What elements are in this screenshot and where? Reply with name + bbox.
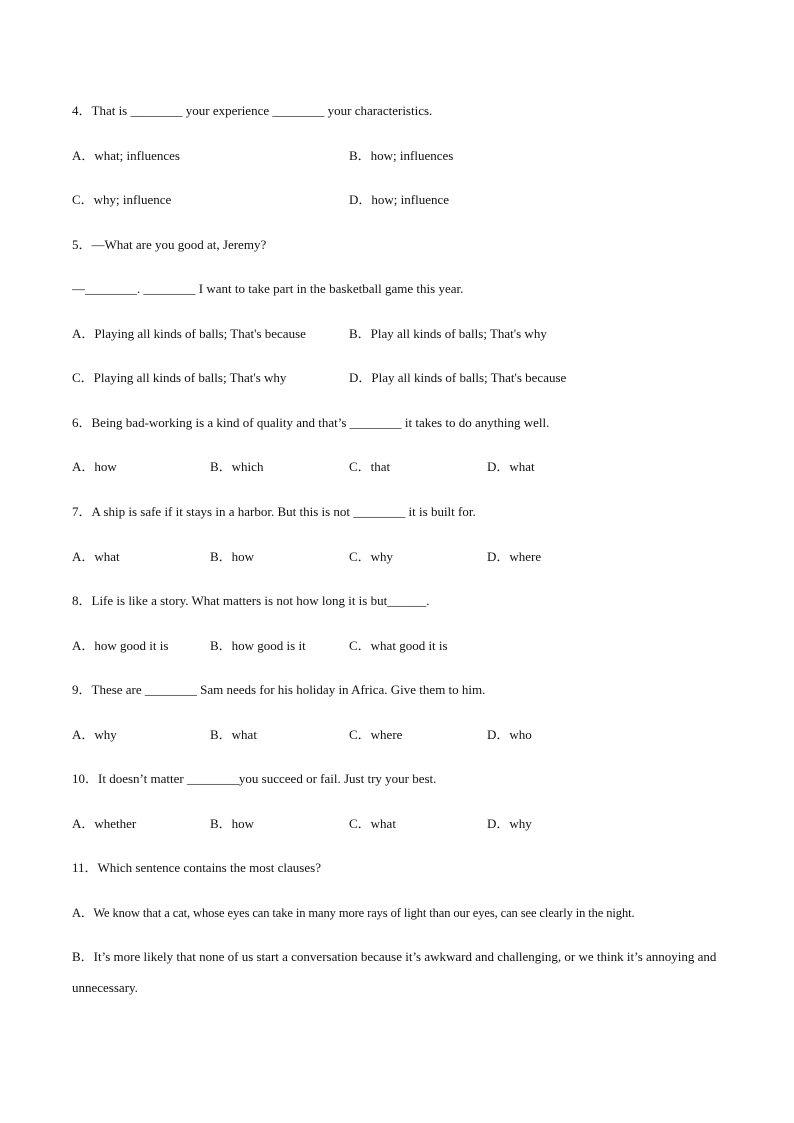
question-8-option-a[interactable]: A．how good it is xyxy=(72,638,169,653)
question-9-option-a[interactable]: A．why xyxy=(72,727,117,742)
question-6-option-c[interactable]: C．that xyxy=(349,459,391,474)
question-9-option-b[interactable]: B．what xyxy=(210,727,257,742)
question-7-option-b[interactable]: B．how xyxy=(210,549,255,564)
question-10-option-c[interactable]: C．what xyxy=(349,816,396,831)
question-5-option-b[interactable]: B．Play all kinds of balls; That's why xyxy=(349,326,547,341)
question-4-stem: 4．That is ________ your experience ________ your characteristics. xyxy=(72,103,433,118)
question-9-stem: 9．These are ________ Sam needs for his holiday in Africa. Give them to him. xyxy=(72,682,486,697)
question-6-stem: 6．Being bad-working is a kind of quality and that’s ________ it takes to do anything well. xyxy=(72,415,550,430)
question-4-option-c[interactable]: C．why; influence xyxy=(72,192,172,207)
question-7-stem: 7．A ship is safe if it stays in a harbor. But this is not ________ it is built for. xyxy=(72,504,476,519)
question-5-option-d[interactable]: D．Play all kinds of balls; That's because xyxy=(349,370,567,385)
question-10-option-b[interactable]: B．how xyxy=(210,816,255,831)
question-9-option-d[interactable]: D．who xyxy=(487,727,532,742)
question-7-option-d[interactable]: D．where xyxy=(487,549,542,564)
question-8-option-b[interactable]: B．how good is it xyxy=(210,638,306,653)
question-6-option-b[interactable]: B．which xyxy=(210,459,264,474)
question-4-option-a[interactable]: A．what; influences xyxy=(72,148,180,163)
question-5-response-line: —________. ________ I want to take part in the basketball game this year. xyxy=(72,281,464,296)
question-4-option-d[interactable]: D．how; influence xyxy=(349,192,450,207)
question-9-option-c[interactable]: C．where xyxy=(349,727,403,742)
question-5-option-a[interactable]: A．Playing all kinds of balls; That's because xyxy=(72,326,306,341)
question-8-option-c[interactable]: C．what good it is xyxy=(349,638,448,653)
question-4-option-b[interactable]: B．how; influences xyxy=(349,148,454,163)
question-5-option-c[interactable]: C．Playing all kinds of balls; That's why xyxy=(72,370,287,385)
question-11-option-b[interactable]: B．It’s more likely that none of us start a conversation because it’s awkward and challenging, or we think it’s annoying and unnecessary. xyxy=(72,949,717,995)
question-8-stem: 8．Life is like a story. What matters is not how long it is but______. xyxy=(72,593,430,608)
question-10-option-d[interactable]: D．why xyxy=(487,816,532,831)
question-6-option-a[interactable]: A．how xyxy=(72,459,117,474)
question-10-option-a[interactable]: A．whether xyxy=(72,816,137,831)
question-10-stem: 10．It doesn’t matter ________you succeed or fail. Just try your best. xyxy=(72,771,437,786)
question-11-stem: 11．Which sentence contains the most clauses? xyxy=(72,860,321,875)
question-6-option-d[interactable]: D．what xyxy=(487,459,535,474)
question-7-option-a[interactable]: A．what xyxy=(72,549,120,564)
question-5-stem: 5．—What are you good at, Jeremy? xyxy=(72,237,267,252)
question-7-option-c[interactable]: C．why xyxy=(349,549,394,564)
question-11-option-a[interactable]: A．We know that a cat, whose eyes can take in many more rays of light than our eyes, can see clearly in the night. xyxy=(72,906,635,920)
